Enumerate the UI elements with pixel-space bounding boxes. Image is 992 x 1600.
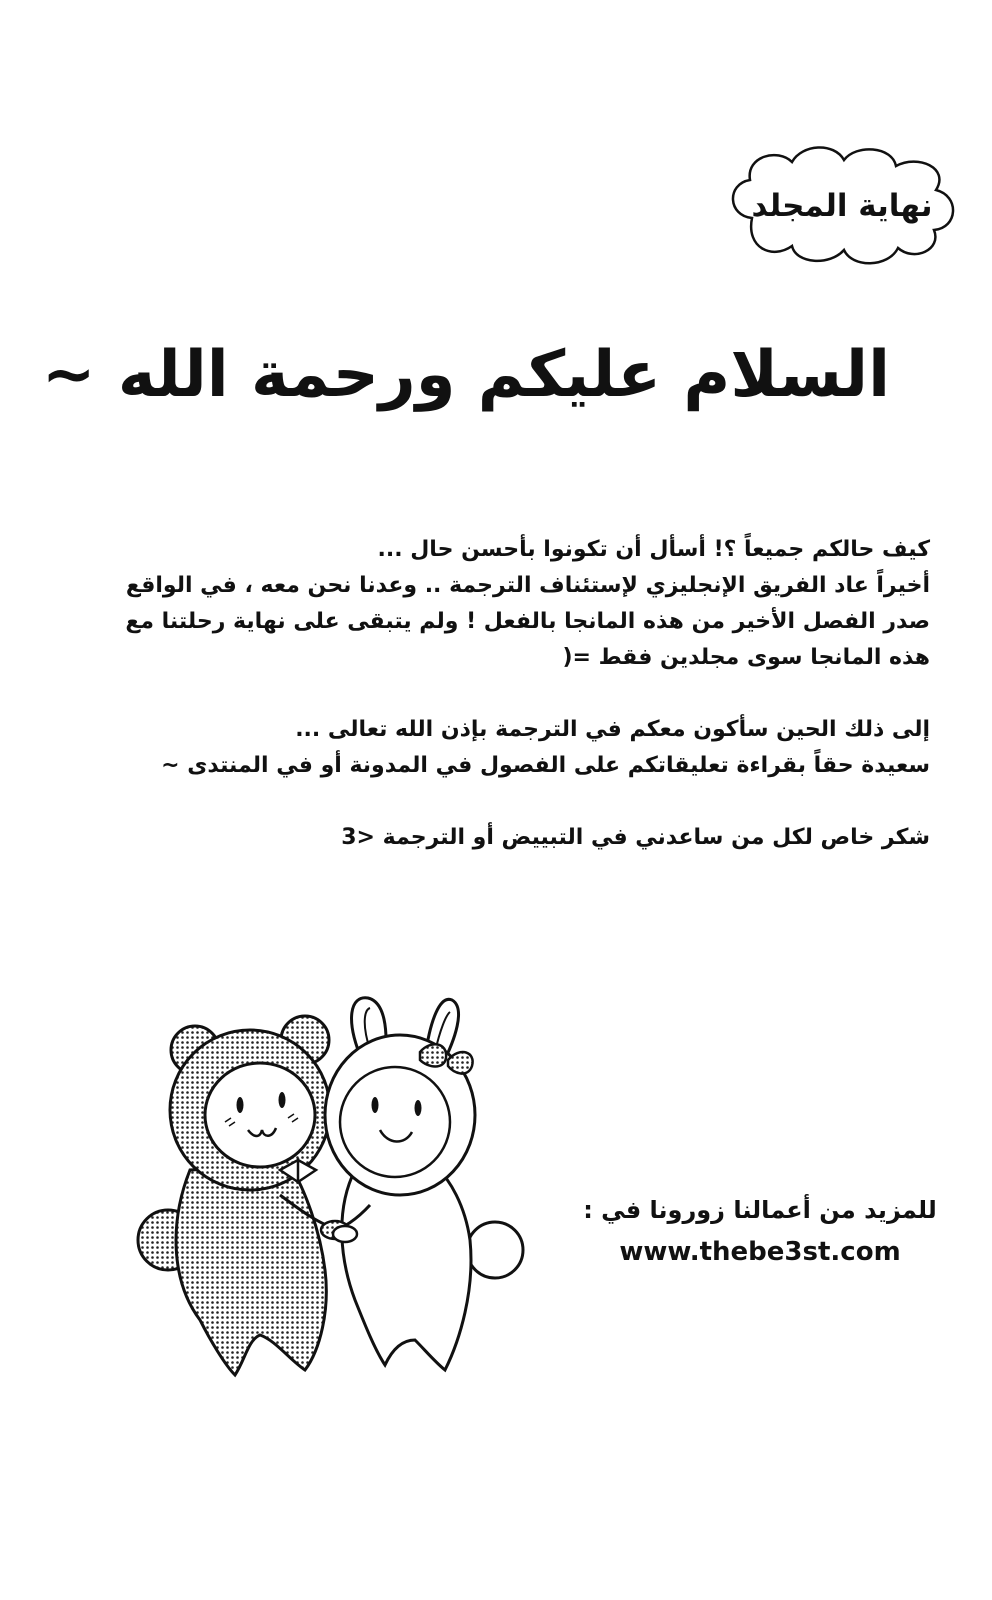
- message-body: [120, 532, 930, 892]
- message-line: صدر الفصل الأخير من هذه المانجا بالفعل ! ولم يتبقى على نهاية رحلتنا مع: [125, 609, 930, 634]
- message-line: كيف حالكم جميعاً ؟! أسأل أن تكونوا بأحسن حال ...: [377, 537, 930, 562]
- message-paragraph-1: [120, 532, 930, 676]
- message-line: سعيدة حقاً بقراءة تعليقاتكم على الفصول في المدونة أو في المنتدى ~: [161, 753, 930, 778]
- characters-svg: [130, 990, 550, 1390]
- message-line: أخيراً عاد الفريق الإنجليزي لإستئناف الترجمة .. وعدنا نحن معه ، في الواقع: [125, 573, 930, 598]
- visit-section: [560, 1192, 960, 1272]
- characters-illustration: [130, 990, 550, 1390]
- volume-end-cloud: [722, 140, 962, 272]
- greeting-title: السلام عليكم ورحمة الله ~: [41, 338, 890, 412]
- cloud-label: نهاية المجلد: [751, 188, 933, 224]
- message-line: إلى ذلك الحين سأكون معكم في الترجمة بإذن الله تعالى ...: [295, 717, 930, 742]
- message-line: هذه المانجا سوى مجلدين فقط =(: [562, 645, 930, 670]
- message-paragraph-2: [120, 712, 930, 784]
- message-line: شكر خاص لكل من ساعدني في التبييض أو الترجمة <3: [341, 825, 930, 850]
- bunny-character: [325, 998, 523, 1370]
- message-paragraph-3: [120, 820, 930, 856]
- bear-character: [138, 1016, 340, 1375]
- visit-url-link[interactable]: www.thebe3st.com: [619, 1237, 901, 1267]
- visit-label: للمزيد من أعمالنا زورونا في :: [583, 1196, 937, 1224]
